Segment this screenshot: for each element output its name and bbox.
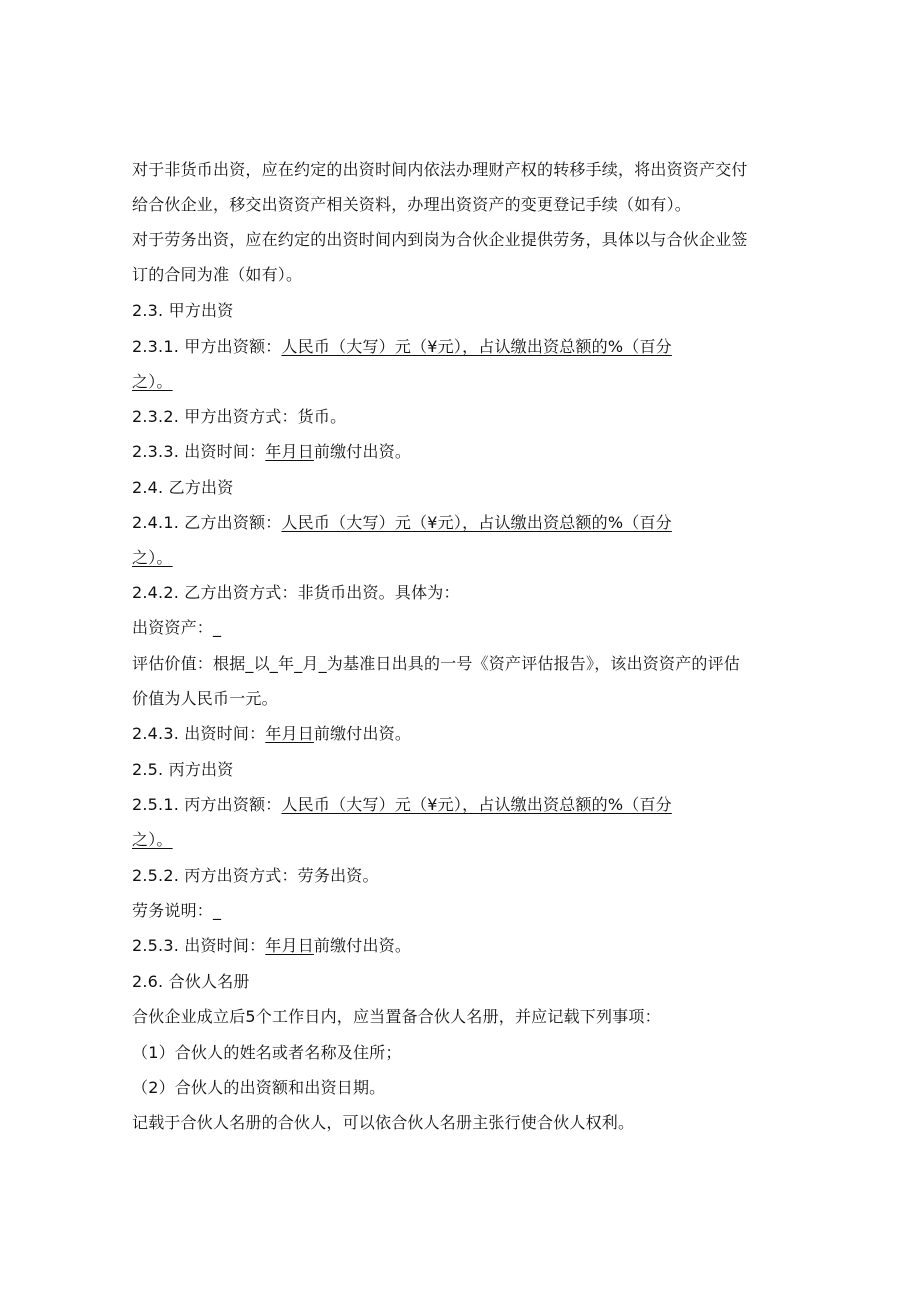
clause-2-3-3-suffix: 前缴付出资。 [313,442,412,461]
clause-2-5-1-amount-blank: 人民币（大写）元（¥元），占认缴出资总额的%（百分 [281,795,672,814]
clause-2-4-1-amount-blank: 人民币（大写）元（¥元），占认缴出资总额的%（百分 [281,513,672,532]
register-item-1: （1）合伙人的姓名或者名称及住所； [132,1043,402,1062]
heading-2-5: 2.5. 丙方出资 [132,760,234,779]
clause-2-4-1-amount-blank-end: 之）。 [132,548,173,567]
heading-2-6: 2.6. 合伙人名册 [132,972,250,991]
clause-2-3-1-continued [132,372,173,392]
clause-2-4-2: 2.4.2. 乙方出资方式：非货币出资。具体为： [132,583,460,602]
clause-2-4-1-label: 2.4.1. 乙方出资额： [132,513,282,532]
clause-2-4-3-date-blank: 年月日 [265,724,314,743]
clause-2-5-1-amount-blank-end: 之）。 [132,830,173,849]
paragraph-labor-line-1: 对于劳务出资，应在约定的出资时间内到岗为合伙企业提供劳务，具体以与合伙企业签 [132,230,748,249]
register-paragraph: 合伙企业成立后5个工作日内，应当置备合伙人名册，并应记载下列事项： [132,1007,661,1026]
clause-2-5-1-continued [132,830,173,850]
clause-2-5-3 [132,936,411,956]
clause-2-3-2: 2.3.2. 甲方出资方式：货币。 [132,407,347,426]
clause-2-3-1 [132,337,672,357]
heading-2-4: 2.4. 乙方出资 [132,478,234,497]
asset-line: 出资资产：_ [132,618,222,637]
labor-description-line: 劳务说明：_ [132,901,222,920]
register-item-2: （2）合伙人的出资额和出资日期。 [132,1078,386,1097]
clause-2-5-3-label: 2.5.3. 出资时间： [132,936,266,955]
evaluation-line-2: 价值为人民币一元。 [132,689,278,708]
paragraph-labor-line-2: 订的合同为准（如有）。 [132,265,303,284]
clause-2-4-3 [132,724,411,744]
clause-2-3-3-date-blank: 年月日 [265,442,314,461]
final-paragraph: 记载于合伙人名册的合伙人，可以依合伙人名册主张行使合伙人权利。 [132,1113,635,1132]
clause-2-5-3-date-blank: 年月日 [265,936,314,955]
paragraph-nonmonetary-line-2: 给合伙企业，移交出资资产相关资料，办理出资资产的变更登记手续（如有）。 [132,195,692,214]
clause-2-4-3-label: 2.4.3. 出资时间： [132,724,266,743]
clause-2-3-1-amount-blank: 人民币（大写）元（¥元），占认缴出资总额的%（百分 [281,337,672,356]
heading-2-3: 2.3. 甲方出资 [132,301,234,320]
clause-2-3-1-amount-blank-end: 之）。 [132,372,173,391]
clause-2-5-1-label: 2.5.1. 丙方出资额： [132,795,282,814]
paragraph-nonmonetary-line-1: 对于非货币出资，应在约定的出资时间内依法办理财产权的转移手续，将出资资产交付 [132,160,748,179]
clause-2-3-3 [132,442,411,462]
clause-2-5-3-suffix: 前缴付出资。 [313,936,412,955]
clause-2-5-2: 2.5.2. 丙方出资方式：劳务出资。 [132,866,379,885]
clause-2-3-3-label: 2.3.3. 出资时间： [132,442,266,461]
clause-2-4-3-suffix: 前缴付出资。 [313,724,412,743]
evaluation-line-1: 评估价值：根据_以_年_月_为基准日出具的一号《资产评估报告》，该出资资产的评估 [132,654,741,673]
clause-2-4-1 [132,513,672,533]
clause-2-3-1-label: 2.3.1. 甲方出资额： [132,337,282,356]
clause-2-4-1-continued [132,548,173,568]
clause-2-5-1 [132,795,672,815]
